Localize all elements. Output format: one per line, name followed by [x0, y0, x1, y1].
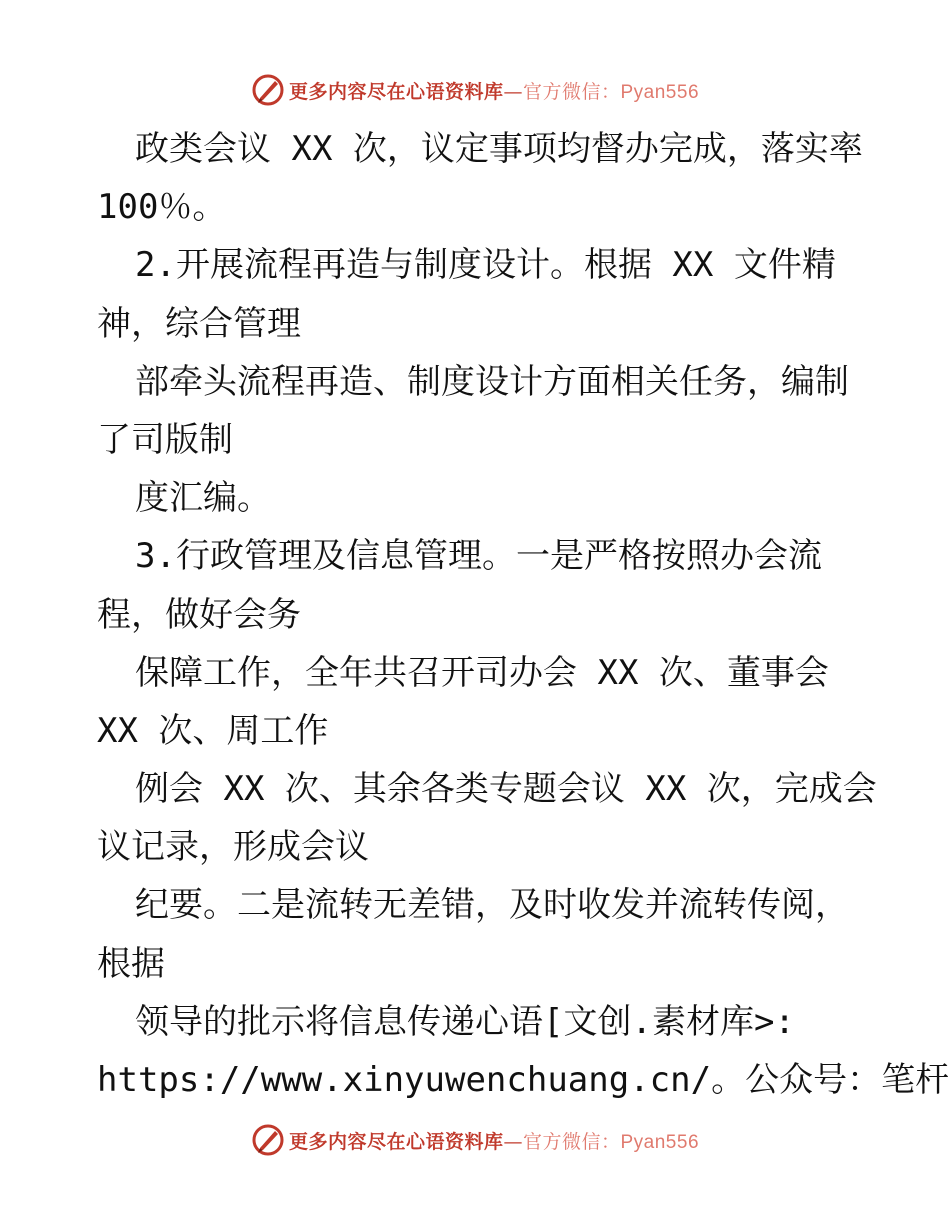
body-line: 政类会议 XX 次，议定事项均督办完成，落实率 [135, 129, 863, 169]
header-banner-text [289, 77, 699, 104]
document-body [97, 120, 950, 1109]
body-line: 100％。 [97, 187, 227, 228]
body-line: 议记录，形成会议 [97, 827, 369, 868]
body-line: 保障工作，全年共召开司办会 XX 次、董事会 [135, 652, 829, 693]
body-line: 纪要。二是流转无差错，及时收发并流转传阅， [135, 885, 849, 926]
body-line: 例会 XX 次、其余各类专题会议 XX 次，完成会 [135, 769, 877, 810]
body-line: 3.行政管理及信息管理。一是严格按照办会流 [135, 536, 822, 577]
body-line: 领导的批示将信息传递心语[文创.素材库>: [135, 1001, 795, 1042]
body-line: 2.开展流程再造与制度设计。根据 XX 文件精 [135, 245, 836, 286]
footer-banner-wechat-label: 官方微信： [522, 1130, 621, 1153]
body-line: 了司版制 [97, 419, 233, 460]
header-banner-separator: — [503, 80, 523, 103]
footer-banner-wechat-id: Pyan556 [620, 1131, 700, 1153]
footer-banner-separator: — [503, 1130, 523, 1153]
header-banner-title: 更多内容尽在心语资料库 [288, 80, 504, 103]
header-banner-wechat-label: 官方微信： [522, 80, 621, 103]
body-line: 部牵头流程再造、制度设计方面相关任务，编制 [135, 361, 849, 402]
quill-pen-seal-icon [251, 73, 285, 107]
footer-banner-text [289, 1127, 699, 1154]
header-banner [0, 70, 950, 110]
body-line-link[interactable]: https://www.xinyuwenchuang.cn/。公众号：笔杆 [97, 1060, 950, 1100]
body-line: 程，做好会务 [97, 594, 301, 635]
body-line: XX 次、周工作 [97, 710, 329, 751]
header-banner-wechat-id: Pyan556 [620, 81, 700, 103]
footer-banner [0, 1120, 950, 1160]
body-line: 度汇编。 [135, 478, 271, 519]
body-line: 神，综合管理 [97, 303, 301, 344]
footer-banner-title: 更多内容尽在心语资料库 [288, 1130, 504, 1153]
quill-pen-seal-icon [251, 1123, 285, 1157]
body-line: 根据 [97, 943, 165, 984]
